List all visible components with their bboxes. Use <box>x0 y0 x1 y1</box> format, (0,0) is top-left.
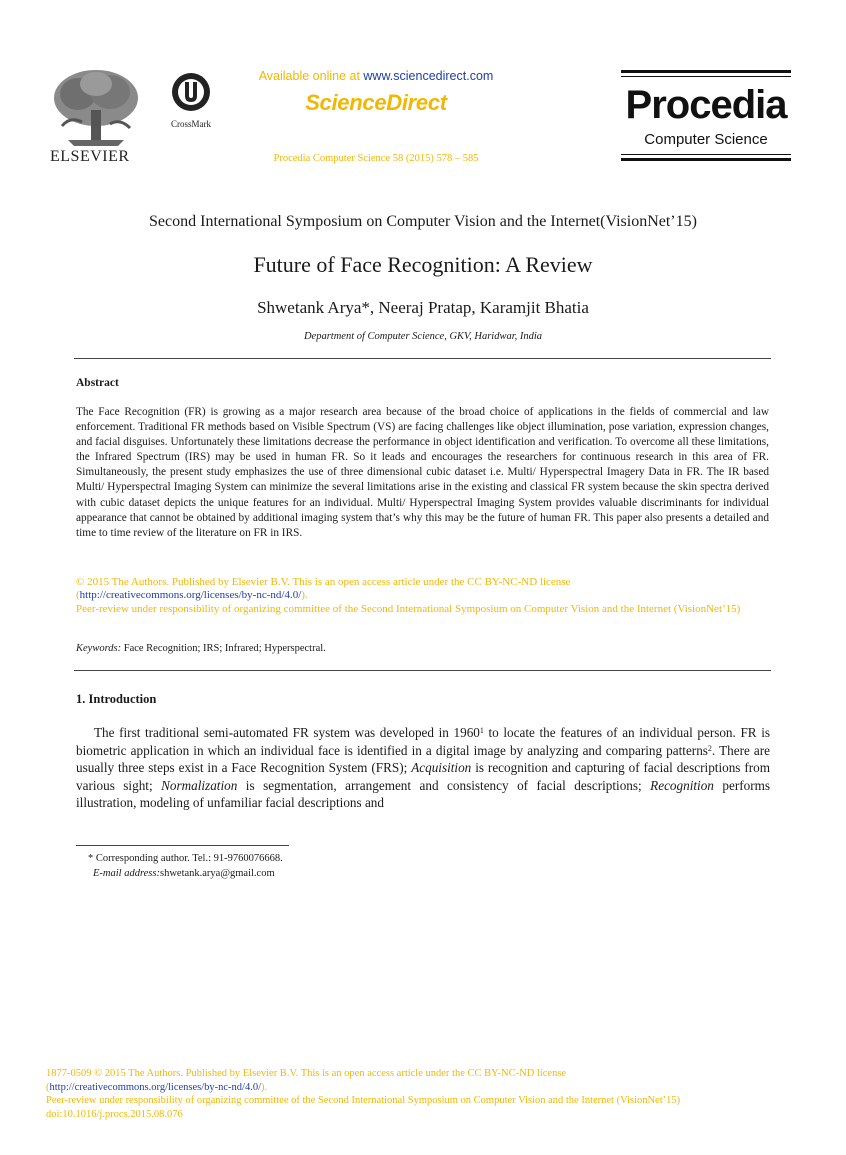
license-paren-close: ). <box>301 589 308 602</box>
conference-name: Second International Symposium on Computer Vision and the Internet(VisionNet’15) <box>149 213 697 230</box>
intro-text-3: . There are usually three steps exist in a Face Recognition System (FRS); <box>76 742 770 775</box>
license-link[interactable]: http://creativecommons.org/licenses/by-nc-nd/4.0/ <box>79 589 302 602</box>
email-note <box>93 868 275 879</box>
term-normalization: Normalization <box>161 777 238 793</box>
sciencedirect-link[interactable]: www.sciencedirect.com <box>363 69 494 83</box>
available-online-prefix: Available online at <box>258 69 364 83</box>
license-paren-open: ( <box>76 589 80 602</box>
citation-ref-1[interactable]: 1 <box>479 726 484 735</box>
footer-license-line: 1877-0509 © 2015 The Authors. Published by Elsevier B.V. This is an open access article under the CC BY-NC-ND license <box>46 1068 567 1079</box>
email-label: E-mail address: <box>93 868 160 879</box>
corresponding-author-note: * Corresponding author. Tel.: 91-9760076668. <box>88 853 283 864</box>
author-list: Shwetank Arya*, Neeraj Pratap, Karamjit Bhatia <box>257 298 589 317</box>
crossmark-badge[interactable] <box>163 72 219 129</box>
email-address[interactable]: shwetank.arya@gmail.com <box>159 868 275 879</box>
procedia-logo <box>621 70 791 164</box>
intro-text-5: is segmentation, arrangement and consistency of facial descriptions; <box>237 777 651 793</box>
intro-text-6: performs illustration, modeling of unfamiliar facial descriptions and <box>76 777 770 810</box>
procedia-title: Procedia <box>625 83 787 127</box>
license-line: © 2015 The Authors. Published by Elsevier B.V. This is an open access article under the CC BY-NC-ND license <box>76 576 571 588</box>
procedia-subtitle: Computer Science <box>644 131 768 148</box>
keywords-label: Keywords: <box>76 643 122 654</box>
available-online-line <box>230 69 522 83</box>
intro-text-1: The first traditional semi-automated FR system was developed in 1960 <box>94 725 480 740</box>
abstract-heading: Abstract <box>76 377 119 389</box>
introduction-paragraph <box>76 724 770 812</box>
crossmark-icon <box>171 72 211 112</box>
publisher-name: ELSEVIER <box>50 148 130 165</box>
divider-bottom <box>74 670 771 671</box>
procedia-top-rule-thin <box>621 76 791 77</box>
citation-ref-2[interactable]: 2 <box>707 743 712 753</box>
license-block <box>76 576 769 616</box>
footnote-rule <box>76 845 289 846</box>
footer-doi[interactable]: doi:10.1016/j.procs.2015.08.076 <box>46 1108 183 1120</box>
sciencedirect-brand: ScienceDirect <box>305 90 447 115</box>
footer-license-link[interactable]: http://creativecommons.org/licenses/by-nc-nd/4.0/ <box>49 1081 262 1093</box>
peer-review-line: Peer-review under responsibility of organizing committee of the Second International Symposium on Computer Vision and the Internet (VisionNet’15) <box>76 602 741 615</box>
section-heading-introduction: 1. Introduction <box>76 692 157 706</box>
procedia-top-rule <box>621 70 791 73</box>
abstract-body: The Face Recognition (FR) is growing as a major research area because of the broad choice of applications in the fields of commercial and law enforcement. Traditional FR methods based on Visible Spectrum (VS) are facing challenges like object illumination, pose variation, expression changes, and facial disguises. Unfortunately these limitations decrease the performance in object identification and verification. To overcome all these limitations, the Infrared Spectrum (IRS) may be used in human FR. So it leads and encourages the researchers for continuous research in this area of FR. Simultaneously, the present study emphasizes the use of three dimensional cubic dataset i.e. Multi/ Hyperspectral Imagery Data in FR. The IR based Multi/ Hyperspectral Imaging System can minimize the several limitations arise in the existing and classical FR system because the skin spectra derived with cubic dataset depicts the unique features for an individual. Multi/ Hyperspectral Imaging System provides valuable discriminants for individual appearance that cannot be obtained by additional imaging system that’s why this may be the future of human FR. This paper also presents a detailed and time to time review of the literature on FR in IRS. <box>76 406 769 539</box>
affiliation: Department of Computer Science, GKV, Haridwar, India <box>303 331 543 342</box>
procedia-bottom-rule <box>621 158 791 161</box>
term-recognition: Recognition <box>650 777 714 793</box>
journal-citation: Procedia Computer Science 58 (2015) 578 – 585 <box>273 153 479 164</box>
footer-link-line <box>46 1081 806 1095</box>
keywords-text: Face Recognition; IRS; Infrared; Hyperspectral. <box>121 643 326 654</box>
crossmark-label: CrossMark <box>171 119 211 129</box>
license-link-line <box>76 589 769 602</box>
keywords-line <box>76 643 769 654</box>
procedia-bottom-rule-thin <box>621 154 791 155</box>
footer-paren-open: ( <box>46 1081 50 1093</box>
term-acquisition: Acquisition <box>411 760 472 775</box>
paper-title: Future of Face Recognition: A Review <box>253 252 593 277</box>
divider-top <box>74 358 771 359</box>
intro-text-4: is recognition and capturing of facial descriptions from various sight; <box>76 760 771 793</box>
intro-text-2: to locate the features of an individual person. FR is biometric application in which an individual face is identified in a digital image by analyzing and comparing patterns <box>76 725 770 758</box>
page-footer <box>46 1067 806 1121</box>
footer-peer-review: Peer-review under responsibility of organizing committee of the Second International Symposium on Computer Vision and the Internet (VisionNet’15) <box>46 1095 681 1106</box>
footer-paren-close: ). <box>261 1081 268 1093</box>
